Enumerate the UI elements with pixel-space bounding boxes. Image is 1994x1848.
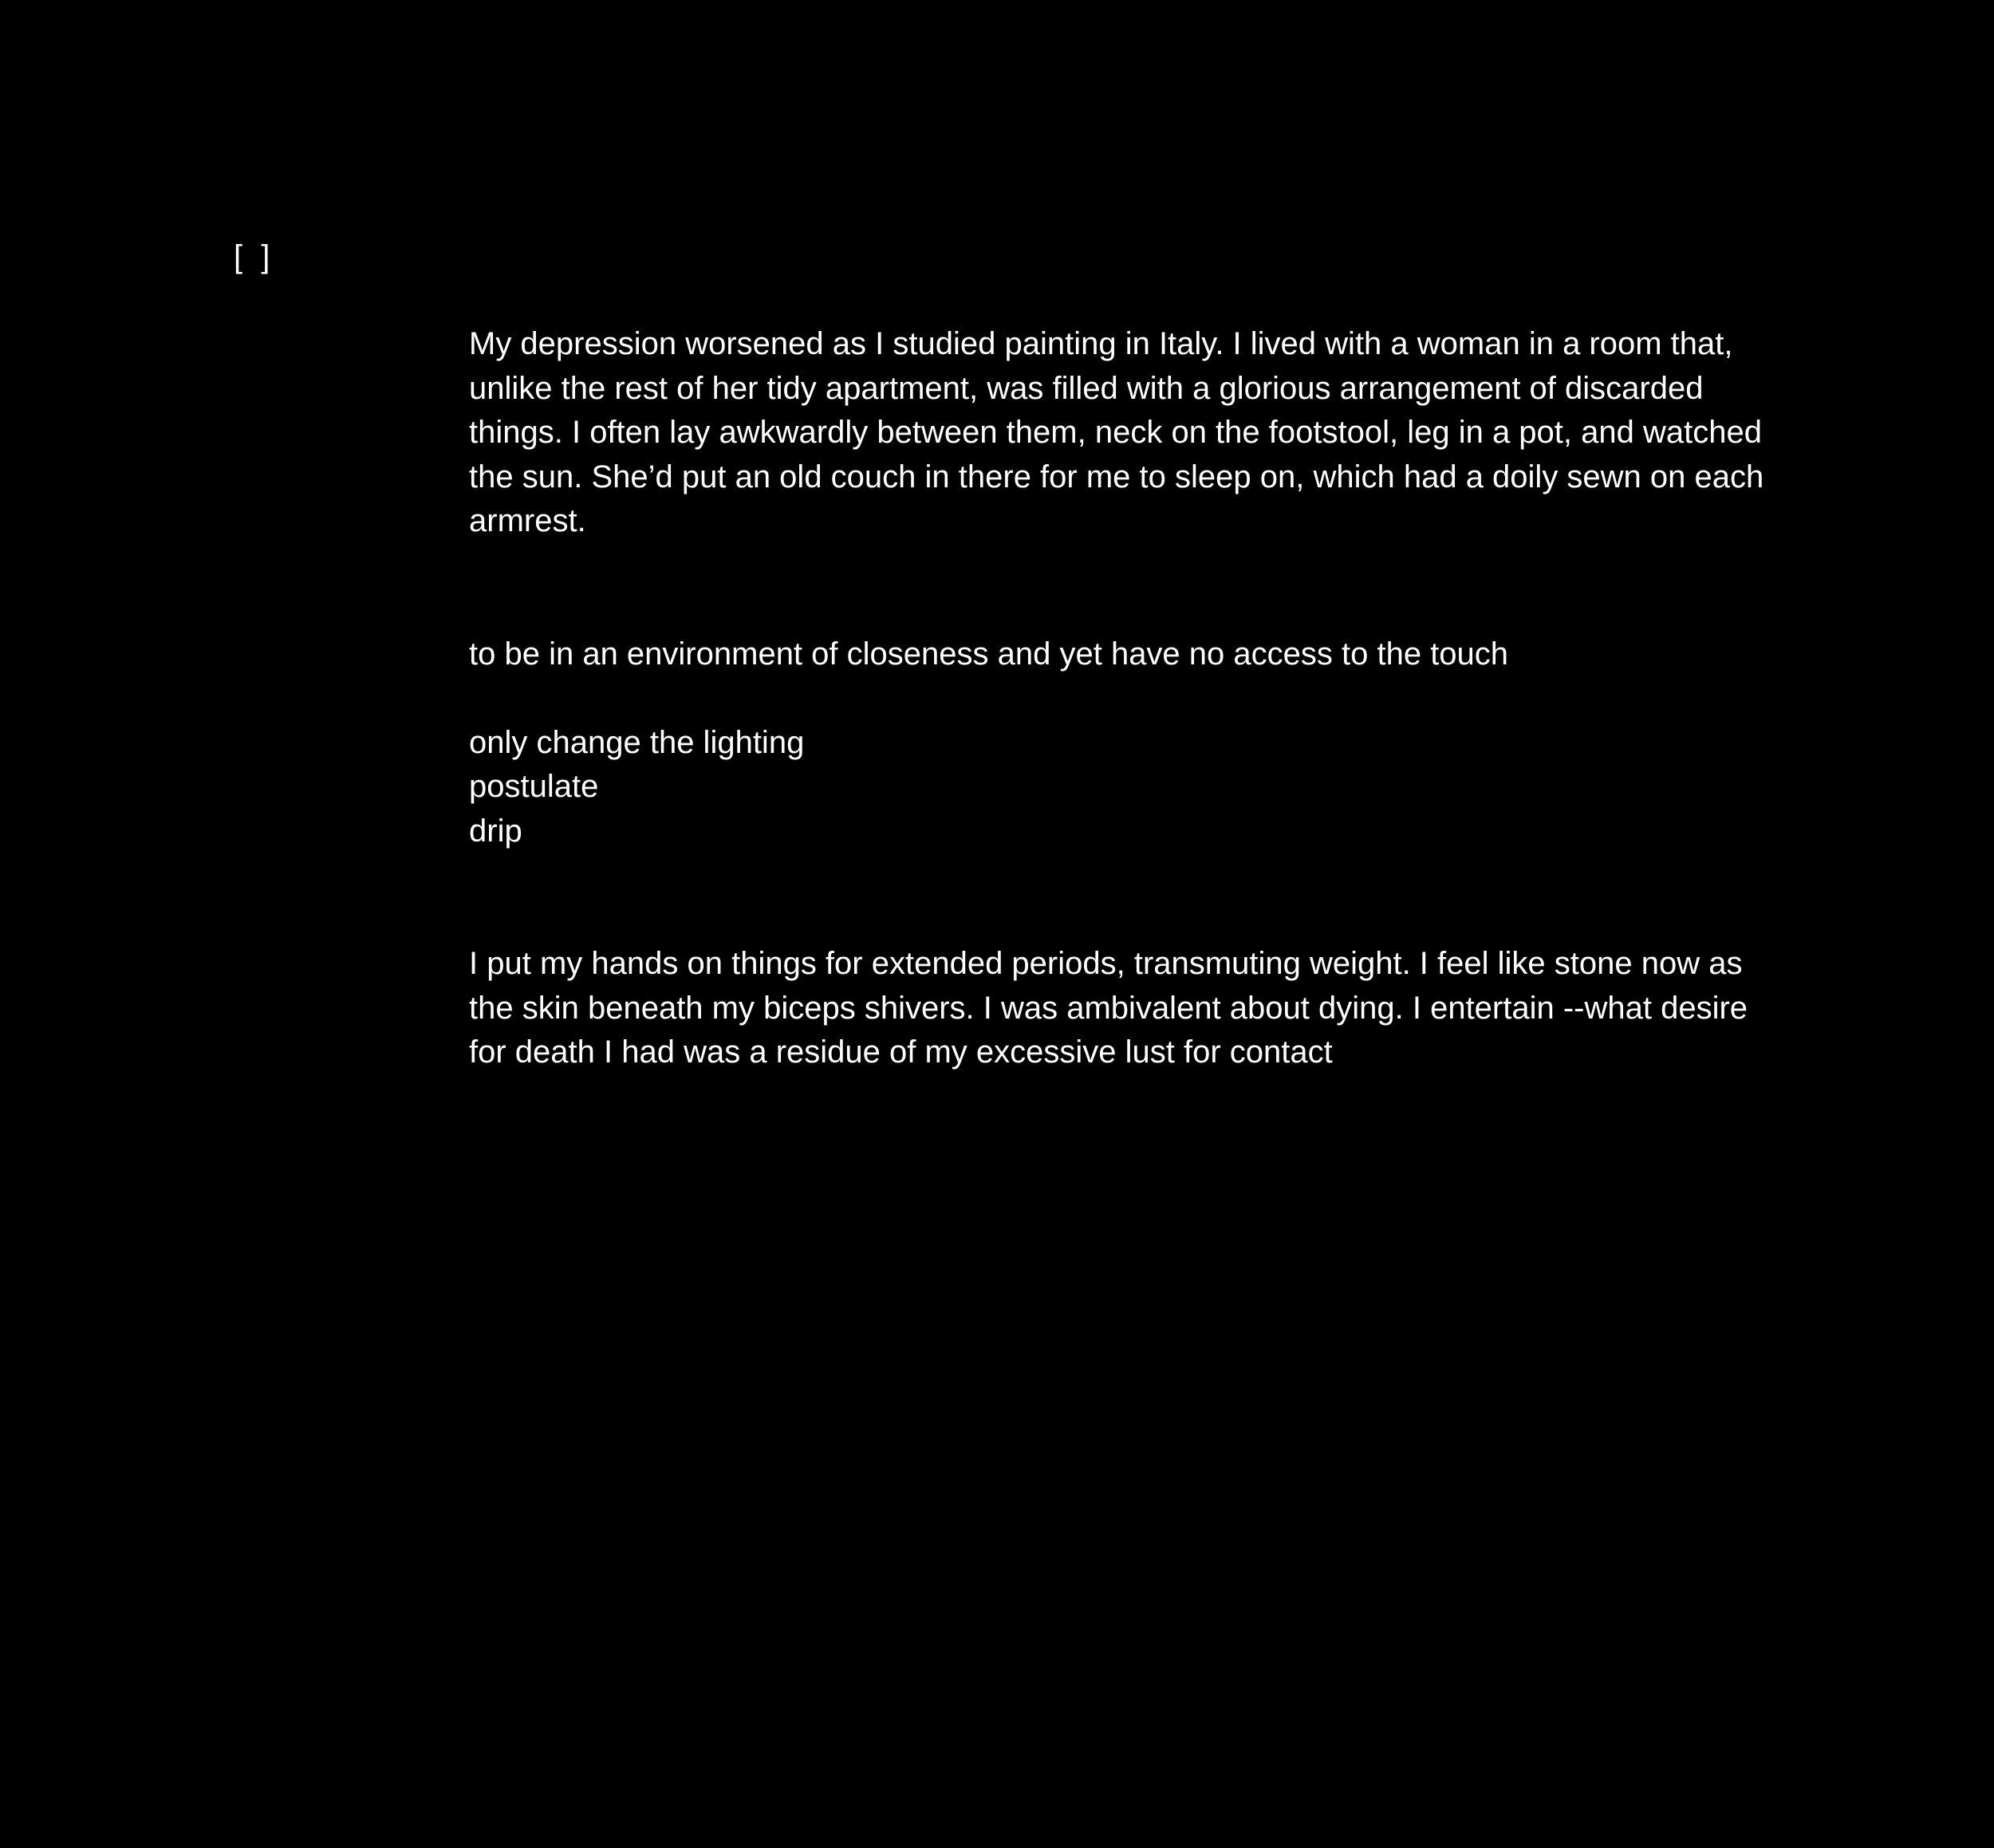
line-item: postulate <box>469 769 599 804</box>
short-lines <box>469 721 1777 854</box>
line-item: only change the lighting <box>469 724 805 760</box>
line-item: drip <box>469 813 522 849</box>
paragraph-italy: My depression worsened as I studied painting in Italy. I lived with a woman in a room that, unlike the rest of her tidy apartment, was filled with a glorious arrangement of discarded things. I often lay awkwardly between them, neck on the footstool, leg in a pot, and watched the sun. She’d put an old couch in there for me to sleep on, which had a doily sewn on each armrest. <box>469 326 1764 538</box>
bracket-marker: [ ] <box>234 239 275 274</box>
paragraph-closeness: to be in an environment of closeness and yet have no access to the touch <box>469 636 1509 672</box>
paragraph-hands: I put my hands on things for extended periods, transmuting weight. I feel like stone now as the skin beneath my biceps shivers. I was ambivalent about dying. I entertain --what desire for death I had was a residue of my excessive lust for contact <box>469 946 1748 1070</box>
text-body <box>469 322 1777 1075</box>
